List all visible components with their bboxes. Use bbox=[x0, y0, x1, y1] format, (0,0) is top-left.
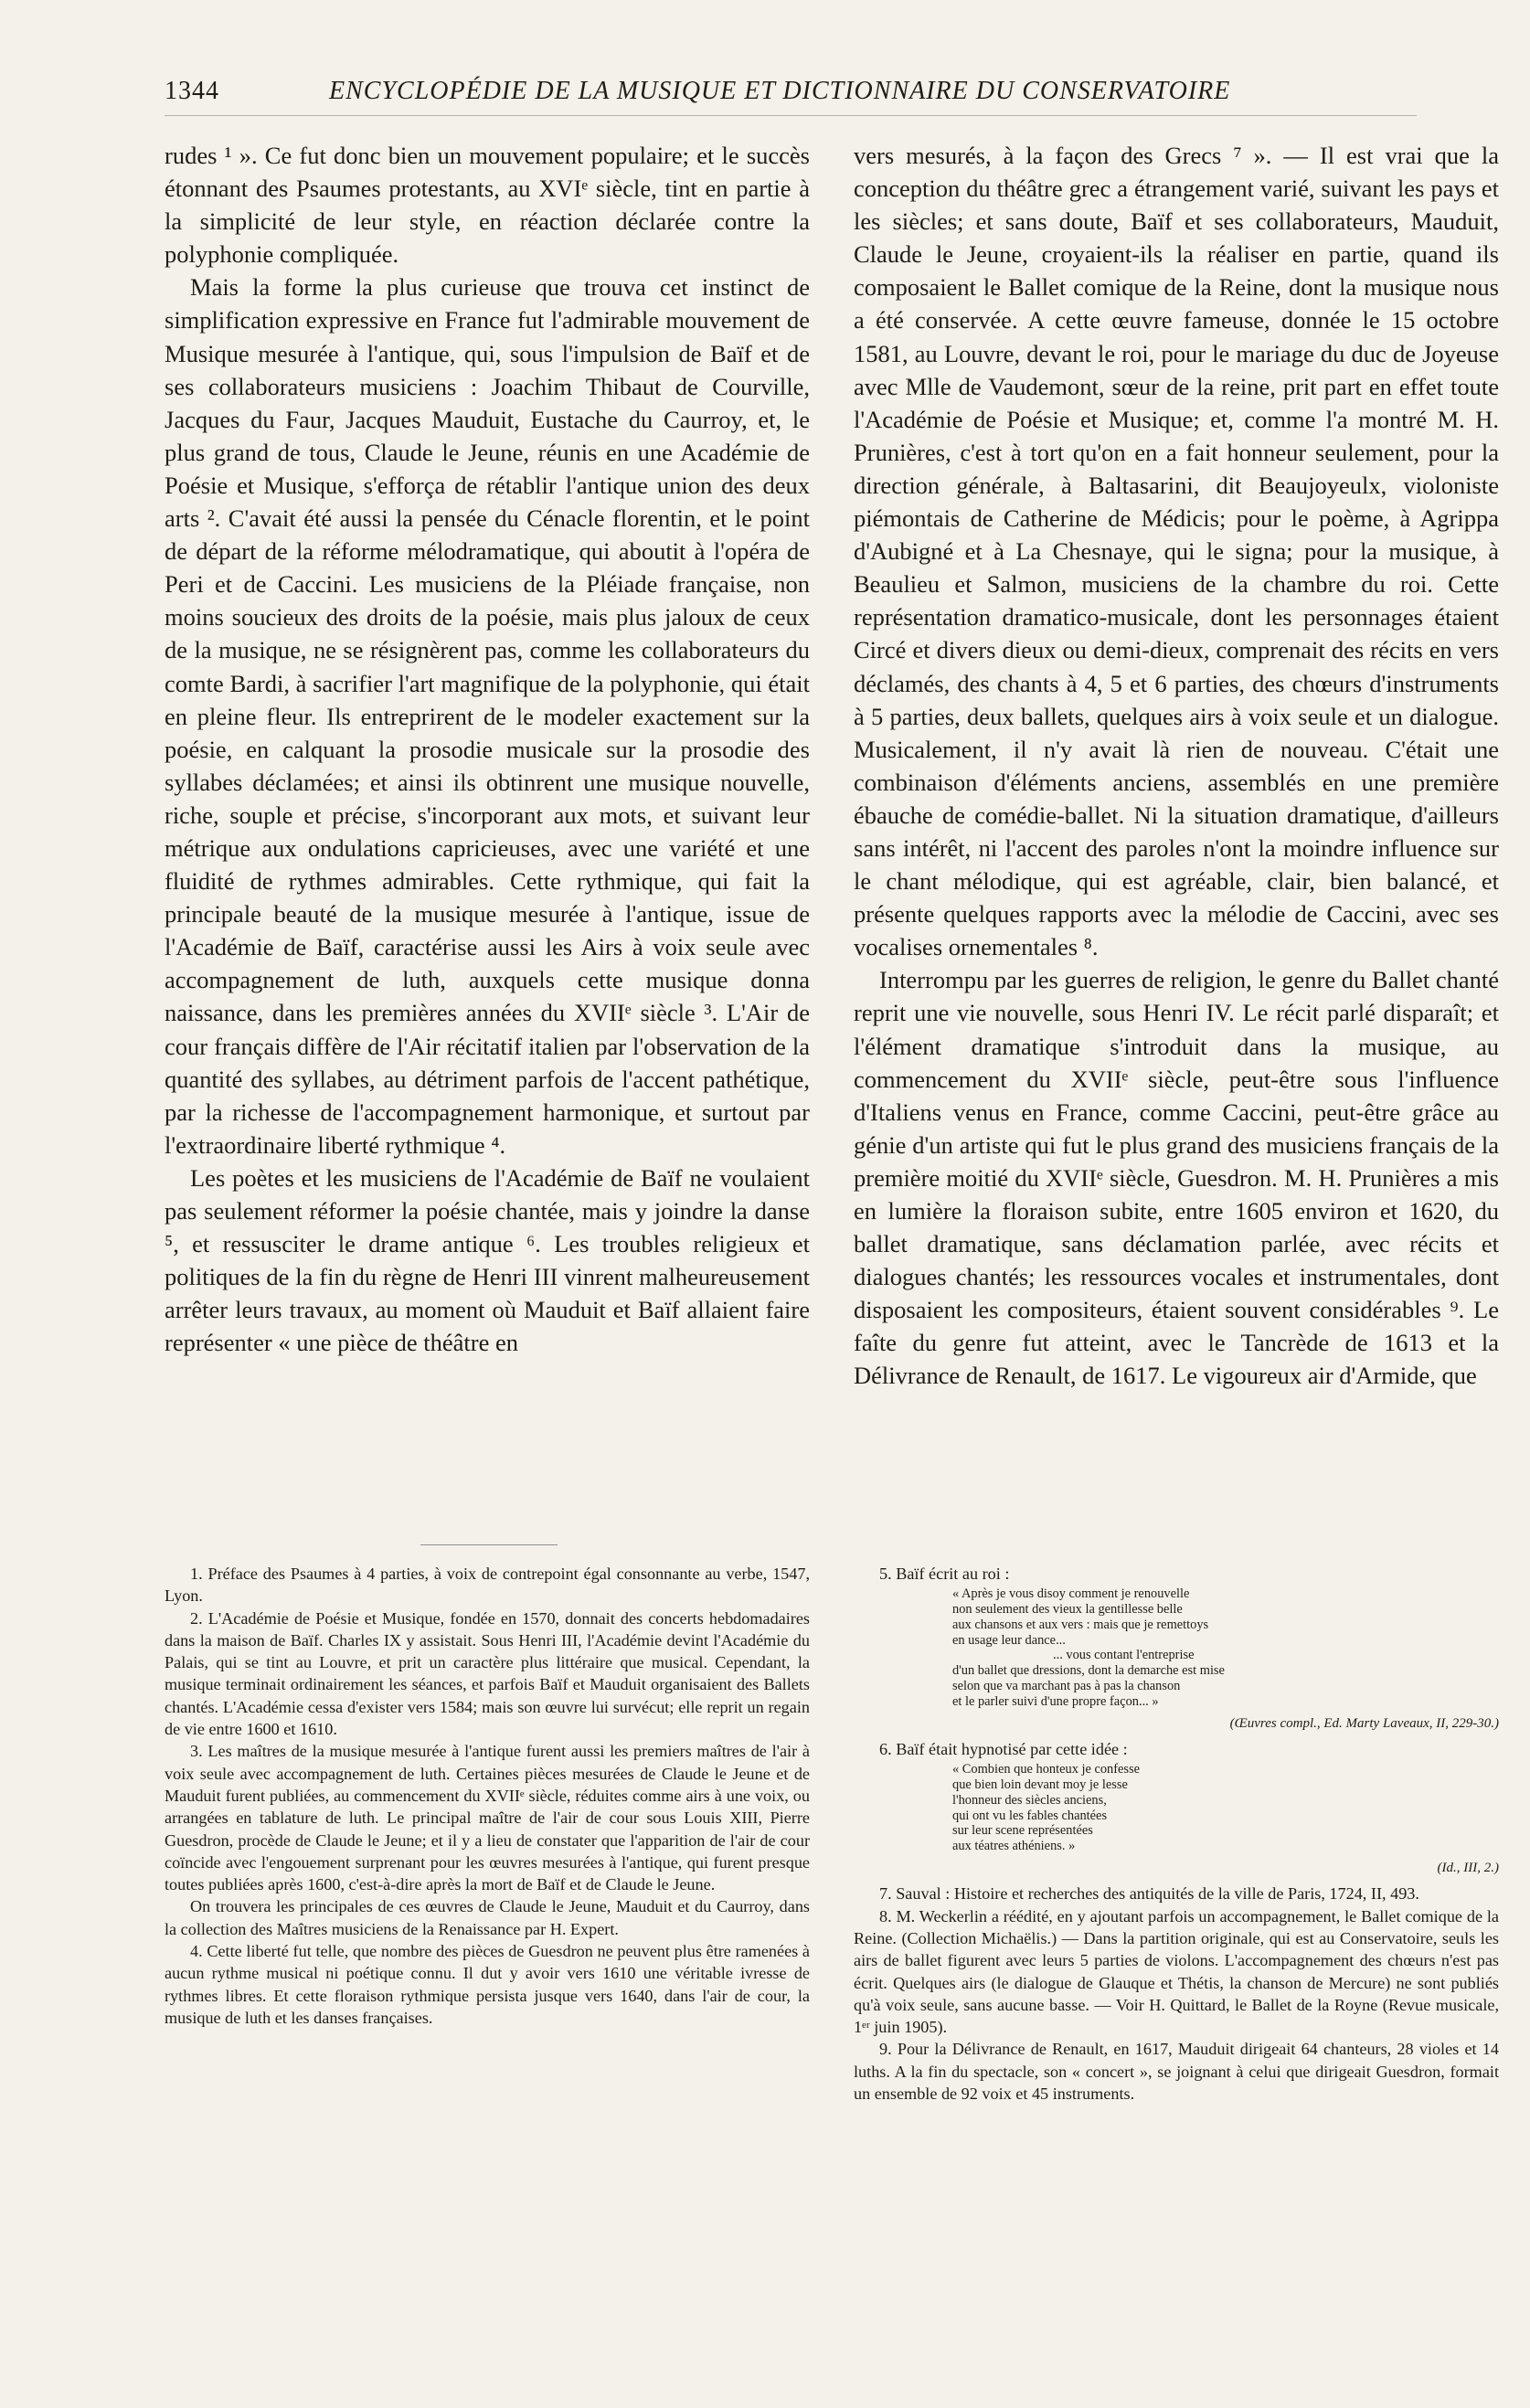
footnote-separator bbox=[420, 1544, 558, 1545]
quote-source: (Œuvres compl., Ed. Marty Laveaux, II, 229-30.) bbox=[1229, 1715, 1499, 1731]
verse-line: l'honneur des siècles anciens, bbox=[952, 1792, 1107, 1808]
verse-quote bbox=[952, 1586, 1409, 1709]
footnote: 5. Baïf écrit au roi : bbox=[879, 1565, 1010, 1583]
verse-line: aux chansons et aux vers : mais que je remettoys bbox=[952, 1617, 1209, 1632]
left-column bbox=[165, 139, 810, 1359]
right-column bbox=[854, 139, 1499, 1393]
footnote: 2. L'Académie de Poésie et Musique, fondée en 1570, donnait des concerts hebdomadaires dans la maison de Baïf. Charles IX y assistait. Sous Henri III, l'Académie devint l'Académie du Palais, qui se tint au Louvre, et prit un caractère plus littéraire que musical. Cependant, la musique terminait ordinairement les séances, et parfois Baïf et Mauduit organisaient des Ballets chantés. L'Académie cessa d'exister vers 1584; mais son œuvre lui survécut; elle reprit un regain de vie entre 1600 et 1610. bbox=[165, 1608, 810, 1739]
verse-line: sur leur scene représentées bbox=[952, 1823, 1093, 1839]
verse-quote bbox=[952, 1762, 1409, 1854]
paragraph: Les poètes et les musiciens de l'Académie de Baïf ne voulaient pas seulement réformer la poésie chantée, mais y joindre la danse ⁵, et ressusciter le drame antique ⁶. Les troubles religieux et politiques de la fin du règne de Henri III vinrent malheureusement arrêter leurs travaux, au moment où Mauduit et Baïf allaient faire représenter « une pièce de théâtre en bbox=[165, 1163, 810, 1357]
verse-line: aux téatres athéniens. » bbox=[952, 1839, 1076, 1854]
footnote: 8. M. Weckerlin a réédité, en y ajoutant parfois un accompagnement, le Ballet comique de la Reine. (Collection Michaëlis.) — Dans la partition originale, qui est au Conservatoire, seuls les airs de ballet figurent avec leurs 5 parties de violons. L'accompagnement des chœurs n'est pas écrit. Quelques airs (le dialogue de Glauque et Thétis, la chanson de Mercure) ne sont publiés qu'à voix seule, sans aucune basse. — Voir H. Quittard, le Ballet de la Royne (Revue musicale, 1ᵉʳ juin 1905). bbox=[854, 1906, 1499, 2037]
paragraph: vers mesurés, à la façon des Grecs ⁷ ». — Il est vrai que la conception du théâtre grec a étrangement varié, suivant les pays et les siècles; et sans doute, Baïf et ses collaborateurs, Mauduit, Claude le Jeune, croyaient-ils la réaliser en partie, quand ils composaient le Ballet comique de la Reine, dont la musique nous a été conservée. A cette œuvre fameuse, donnée le 15 octobre 1581, au Louvre, devant le roi, pour le mariage du duc de Joyeuse avec Mlle de Vaudemont, sœur de la reine, prit part en effet toute l'Académie de Poésie et Musique; et, comme l'a montré M. H. Prunières, c'est à tort qu'on en a fait honneur seulement, pour la direction générale, à Baltasarini, dit Beaujoyeulx, violoniste piémontais de Catherine de Médicis; pour le poème, à Agrippa d'Aubigné et à La Chesnaye, qui le signa; pour la musique, à Beaulieu et Salmon, musiciens de la chambre du roi. Cette représentation dramatico-musicale, dont les personnages étaient Circé et divers dieux ou demi-dieux, comprenait des récits en vers déclamés, des chants à 4, 5 et 6 parties, des chœurs d'instruments à 5 parties, deux ballets, quelques airs à voix seule et un dialogue. Musicalement, il n'y avait là rien de nouveau. C'était une combinaison d'éléments anciens, assemblés en une première ébauche de comédie-ballet. Ni la situation dramatique, d'ailleurs sans intérêt, ni l'accent des paroles n'ont la moindre influence sur le chant mélodique, qui est agréable, clair, bien balancé, et présente quelques rapports avec la mélodie de Caccini, avec ses vocalises ornementales ⁸. bbox=[854, 142, 1499, 961]
paragraph: Mais la forme la plus curieuse que trouva cet instinct de simplification expressive en France fut l'admirable mouvement de Musique mesurée à l'antique, qui, sous l'impulsion de Baïf et de ses collaborateurs musiciens : Joachim Thibaut de Courville, Jacques du Faur, Jacques Mauduit, Eustache du Caurroy, et, le plus grand de tous, Claude le Jeune, réunis en une Académie de Poésie et Musique, s'efforça de rétablir l'antique union des deux arts ². C'avait été aussi la pensée du Cénacle florentin, et le point de départ de la réforme mélodramatique, qui aboutit à l'opéra de Peri et de Caccini. Les musiciens de la Pléiade française, non moins soucieux des droits de la poésie, mais plus jaloux de ceux de la musique, ne se résignèrent pas, comme les collaborateurs du comte Bardi, à sacrifier l'art magnifique de la polyphonie, qui était en pleine fleur. Ils entreprirent de le modeler exactement sur la poésie, en calquant la prosodie musicale sur la prosodie des syllabes déclamées; et ainsi ils obtinrent une musique nouvelle, riche, souple et précise, s'incorporant aux mots, et suivant leur métrique aux ondulations capricieuses, avec une variété et une fluidité de rythmes admirables. Cette rythmique, qui fait la principale beauté de la musique mesurée à l'antique, issue de l'Académie de Baïf, caractérise aussi les Airs à voix seule avec accompagnement de luth, auxquels cette musique donna naissance, dans les premières années du XVIIᵉ siècle ³. L'Air de cour français diffère de l'Air récitatif italien par l'observation de la quantité des syllabes, au détriment parfois de l'accent pathétique, par la richesse de l'accompagnement harmonique, et surtout par l'extraordinaire liberté rythmique ⁴. bbox=[165, 273, 810, 1159]
verse-line: ... vous contant l'entreprise bbox=[1053, 1648, 1195, 1663]
verse-line: d'un ballet que dressions, dont la demarche est mise bbox=[952, 1663, 1225, 1679]
footnote: On trouvera les principales de ces œuvres de Claude le Jeune, Mauduit et du Caurroy, dans la collection des Maîtres musiciens de la Renaissance par H. Expert. bbox=[165, 1897, 810, 1938]
footnote: 7. Sauval : Histoire et recherches des antiquités de la ville de Paris, 1724, II, 493. bbox=[879, 1884, 1419, 1904]
header-rule bbox=[165, 115, 1417, 116]
footnote: 9. Pour la Délivrance de Renault, en 1617, Mauduit dirigeait 64 chanteurs, 28 violes et 14 luths. A la fin du spectacle, son « concert », se joignant à celui que dirigeait Guesdron, formait un ensemble de 92 voix et 45 instruments. bbox=[854, 2040, 1499, 2104]
footnotes-left bbox=[165, 1563, 810, 2029]
running-header bbox=[165, 77, 1417, 113]
verse-line: et le parler suivi d'une propre façon... » bbox=[952, 1693, 1159, 1709]
verse-line: que bien loin devant moy je lesse bbox=[952, 1777, 1128, 1793]
verse-line: qui ont vu les fables chantées bbox=[952, 1808, 1108, 1823]
paragraph: Interrompu par les guerres de religion, le genre du Ballet chanté reprit une vie nouvelle, sous Henri IV. Le récit parlé disparaît; et l'élément dramatique s'introduit dans la musique, au commencement du XVIIᵉ siècle, peut-être sous l'influence d'Italiens venus en France, comme Caccini, peut-être grâce au génie d'un artiste qui fut le plus grand des musiciens français de la première moitié du XVIIᵉ siècle, Guesdron. M. H. Prunières a mis en lumière la floraison subite, entre 1605 environ et 1620, du ballet dramatique, sans déclamation parlée, avec récits et dialogues chantés; les ressources vocales et instrumentales, dont disposaient les compositeurs, étaient souvent considérables ⁹. Le faîte du genre fut atteint, avec le Tancrède de 1613 et la Délivrance de Renault, de 1617. Le vigoureux air d'Armide, que bbox=[854, 966, 1499, 1390]
verse-line: en usage leur dance... bbox=[952, 1632, 1066, 1648]
running-title: ENCYCLOPÉDIE DE LA MUSIQUE ET DICTIONNAIRE DU CONSERVATOIRE bbox=[329, 77, 1231, 105]
footnote: 1. Préface des Psaumes à 4 parties, à voix de contrepoint égal consonnante au verbe, 1547, Lyon. bbox=[165, 1565, 810, 1606]
footnote: 3. Les maîtres de la musique mesurée à l'antique furent aussi les premiers maîtres de l'air à voix seule avec accompagnement de luth. Certaines pièces mesurées de Claude le Jeune et de Mauduit furent publiées, au commencement du XVIIᵉ siècle, réduites comme airs à une voix, ou arrangées en tablature de luth. Le principal maître de l'air de cour sous Louis XIII, Pierre Guesdron, procède de Claude le Jeune; et il y a lieu de constater que l'apparition de l'air de cour coïncide avec l'engouement surprenant pour les œuvres mesurées à l'antique, qui furent presque toutes publiées après 1600, c'est-à-dire après la mort de Baïf et de Claude le Jeune. bbox=[165, 1742, 810, 1894]
footnote: 6. Baïf était hypnotisé par cette idée : bbox=[879, 1739, 1128, 1758]
page-number: 1344 bbox=[165, 77, 219, 105]
verse-line: « Combien que honteux je confesse bbox=[952, 1762, 1141, 1777]
footnotes-right bbox=[854, 1563, 1499, 2105]
verse-line: non seulement des vieux la gentillesse belle bbox=[952, 1602, 1183, 1618]
paragraph: rudes ¹ ». Ce fut donc bien un mouvement populaire; et le succès étonnant des Psaumes protestants, au XVIᵉ siècle, tint en partie à la simplicité de leur style, en réaction déclarée contre la polyphonie compliquée. bbox=[165, 142, 810, 269]
quote-source: (Id., III, 2.) bbox=[1437, 1861, 1499, 1876]
footnote: 4. Cette liberté fut telle, que nombre des pièces de Guesdron ne peuvent plus être ramenées à aucun rythme musical ni poétique connu. Il dut y avoir vers 1610 une véritable ivresse de rythmes libres. Et cette floraison rythmique persista jusque vers 1640, dans l'air de cour, la musique de luth et les danses françaises. bbox=[165, 1942, 810, 2027]
verse-line: selon que va marchant pas à pas la chanson bbox=[952, 1679, 1181, 1694]
verse-line: « Après je vous disoy comment je renouvelle bbox=[952, 1586, 1190, 1602]
